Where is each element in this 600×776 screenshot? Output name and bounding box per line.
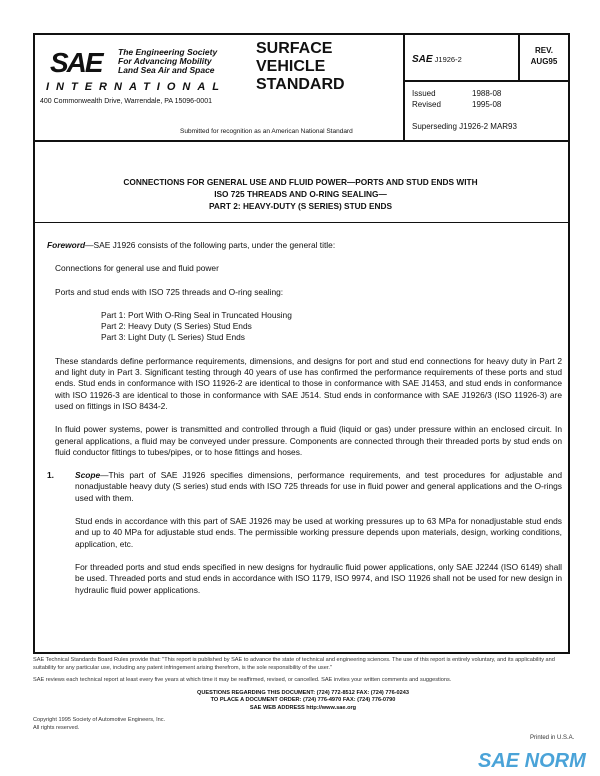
rev-label: REV. bbox=[535, 46, 553, 55]
tagline-line: For Advancing Mobility bbox=[118, 56, 212, 66]
foreword-para2: In fluid power systems, power is transmitted and controlled through a fluid (liquid or gas) under pressure within an enclosed circuit. In general applications, a fluid may be conveyed under pressure. Components are connected through their threaded ports by stud ends on fluid conductor fittings to tubes/pipes, or to hose fittings and hoses. bbox=[55, 424, 562, 457]
printed-in: Printed in U.S.A. bbox=[530, 735, 575, 741]
document-body bbox=[47, 240, 562, 608]
submitted-note: Submitted for recognition as an American National Standard bbox=[180, 128, 353, 135]
footer bbox=[33, 657, 573, 732]
title-line: PART 2: HEAVY-DUTY (S SERIES) STUD ENDS bbox=[208, 201, 393, 211]
web-line: SAE WEB ADDRESS http://www.sae.org bbox=[249, 704, 357, 711]
scope-section bbox=[47, 470, 562, 608]
scope-para2: Stud ends in accordance with this part of SAE J1926 may be used at working pressures up to 63 MPa for nonadjustable stud ends and up to 40 MPa for adjustable stud ends. The permissible working pressure depends upon materials, design, working conditions, application, etc. bbox=[75, 516, 562, 549]
subtitle: Ports and stud ends with ISO 725 threads and O-ring sealing: bbox=[55, 286, 284, 297]
parts-list bbox=[101, 310, 562, 344]
superseding: Superseding J1926-2 MAR93 bbox=[412, 122, 517, 131]
title-line: CONNECTIONS FOR GENERAL USE AND FLUID POWER—PORTS AND STUD ENDS WITH bbox=[123, 177, 478, 187]
part-item: Part 3: Light Duty (L Series) Stud Ends bbox=[101, 332, 245, 343]
revised-value: 1995-08 bbox=[472, 100, 502, 109]
divider bbox=[403, 80, 568, 82]
order-line: TO PLACE A DOCUMENT ORDER: (724) 776-4970 FAX: (724) 776-0790 bbox=[210, 697, 396, 703]
part-item: Part 2: Heavy Duty (S Series) Stud Ends bbox=[101, 321, 252, 332]
revision bbox=[520, 45, 568, 67]
doc-sae-logo: SAE bbox=[412, 54, 433, 65]
doc-type bbox=[256, 40, 345, 94]
foreword-heading: Foreword bbox=[47, 240, 86, 250]
doc-type-line: SURFACE bbox=[256, 40, 333, 57]
copyright bbox=[33, 717, 333, 732]
copyright-line: Copyright 1995 Society of Automotive Engineers, Inc. bbox=[33, 717, 166, 723]
revised-label: Revised bbox=[412, 100, 441, 109]
divider bbox=[33, 140, 568, 142]
tagline bbox=[118, 48, 217, 75]
part-item: Part 1: Port With O-Ring Seal in Truncated Housing bbox=[101, 309, 292, 320]
policy-2: SAE reviews each technical report at least every five years at which time it may be reaffirmed, revised, or cancelled. SAE invites your written comments and suggestions. bbox=[33, 677, 452, 683]
title-line: ISO 725 THREADS AND O-RING SEALING— bbox=[214, 189, 387, 199]
doc-number-text: J1926-2 bbox=[434, 55, 462, 64]
scope-para1-text: —This part of SAE J1926 specifies dimensions, performance requirements, and test procedures for adjustable and nonadjustable heavy duty (S series) stud ends with ISO 725 threads for use in fluid power and general applications and the O-rings used with them. bbox=[75, 470, 562, 503]
dates bbox=[412, 88, 501, 110]
foreword-para1: These standards define performance requirements, dimensions, and designs for port and stud end connections for heavy duty in Part 2 and light duty in Part 3. Significant testing through 40 years of use has confirmed the performance requirements of these ports and stud ends. Stud ends in conformance with ISO 11926-2 are identical to those in conformance with SAE J1453, and stud ends in conformance with ISO 11926-3 are identical to those in conformance with SAE J514. Stud ends in conformance with SAE J1926/3 (ISO 11926-3) are used on fittings in ISO 8434-2. bbox=[55, 355, 562, 411]
doc-number bbox=[412, 54, 462, 65]
policy-1: SAE Technical Standards Board Rules provide that: "This report is published by SAE to advance the state of technical and engineering sciences. The use of this report is entirely voluntary, and its applicability and suitability for any particular use, including any patent infringement arising therefrom, is the sole responsibility of the user." bbox=[33, 657, 555, 671]
tagline-line: Land Sea Air and Space bbox=[118, 65, 215, 75]
scope-para3: For threaded ports and stud ends specified in new designs for hydraulic fluid power applications, only SAE J2244 (ISO 6149) shall be used. Threaded ports and stud ends in accordance with ISO 1179, ISO 9974, and ISO 11926 shall not be used for new design in hydraulic fluid power applications. bbox=[75, 561, 562, 595]
foreword-intro-text: —SAE J1926 consists of the following parts, under the general title: bbox=[85, 240, 336, 250]
international-text: INTERNATIONAL bbox=[46, 81, 227, 93]
general-title: Connections for general use and fluid power bbox=[55, 263, 219, 274]
issued-label: Issued bbox=[412, 89, 436, 98]
address: 400 Commonwealth Drive, Warrendale, PA 15096-0001 bbox=[40, 98, 212, 105]
document-title bbox=[35, 176, 566, 212]
divider bbox=[403, 33, 405, 141]
sae-norm-watermark: SAE NORM bbox=[478, 750, 586, 772]
doc-type-line: STANDARD bbox=[256, 76, 345, 93]
issued-value: 1988-08 bbox=[472, 89, 502, 98]
doc-type-line: VEHICLE bbox=[256, 58, 326, 75]
scope-number: 1. bbox=[47, 470, 54, 481]
questions-line: QUESTIONS REGARDING THIS DOCUMENT: (724) 772-8512 FAX: (724) 776-0243 bbox=[196, 689, 409, 696]
contact-info bbox=[33, 690, 573, 713]
rights-line: All rights reserved. bbox=[33, 724, 80, 731]
foreword-intro bbox=[47, 240, 562, 251]
tagline-line: The Engineering Society bbox=[118, 47, 218, 57]
scope-heading: Scope bbox=[75, 470, 101, 481]
scope-para1 bbox=[75, 470, 562, 504]
rev-value: AUG95 bbox=[530, 57, 558, 66]
sae-logo: SAE bbox=[50, 47, 102, 78]
divider bbox=[33, 222, 568, 223]
